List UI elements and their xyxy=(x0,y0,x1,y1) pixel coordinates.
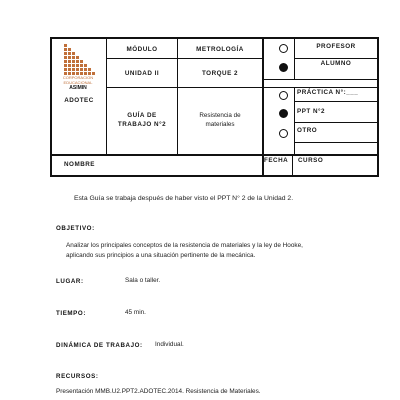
objetivo-label: OBJETIVO: xyxy=(56,225,95,232)
modulo-label: MÓDULO xyxy=(126,46,158,53)
recursos-label: RECURSOS: xyxy=(56,373,99,380)
logo-line2: EDUCACIONAL xyxy=(63,80,93,85)
institution-name: ADOTEC xyxy=(64,97,94,104)
practica-radio[interactable] xyxy=(279,91,288,100)
lugar-value: Sala o taller. xyxy=(125,277,161,284)
logo-mark-icon xyxy=(56,42,102,78)
objetivo-line2: aplicando sus principios a una situación pertinente de la mecánica. xyxy=(66,252,256,259)
dinamica-value: Individual. xyxy=(155,341,184,348)
otro-label: OTRO xyxy=(297,127,318,134)
tiempo-label: TIEMPO: xyxy=(56,310,86,317)
guia-label: GUÍA DE TRABAJO N°2 xyxy=(117,112,167,128)
tema-label: Resistencia de materiales xyxy=(199,112,241,128)
objetivo-line1: Analizar los principales conceptos de la resistencia de materiales y la ley de Hooke, xyxy=(66,242,303,249)
logo xyxy=(56,42,102,92)
ppt-radio[interactable] xyxy=(279,109,288,118)
logo-line3: ASIMIN xyxy=(69,85,87,91)
torque-label: TORQUE 2 xyxy=(201,70,239,77)
dinamica-label: DINÁMICA DE TRABAJO: xyxy=(56,342,143,349)
recursos-value: Presentación MMB.U2.PPT2.ADOTEC.2014. Resistencia de Materiales. xyxy=(56,388,261,395)
profesor-radio[interactable] xyxy=(279,44,288,53)
otro-radio[interactable] xyxy=(279,129,288,138)
fecha-label: FECHA xyxy=(264,157,289,164)
intro-text: Esta Guía se trabaja después de haber visto el PPT N° 2 de la Unidad 2. xyxy=(74,195,294,202)
lugar-label: LUGAR: xyxy=(56,278,84,285)
profesor-label: PROFESOR xyxy=(316,43,356,50)
logo-line1: CORPORACION xyxy=(62,75,94,80)
alumno-radio[interactable] xyxy=(279,63,288,72)
practica-label: PRÁCTICA N°:___ xyxy=(297,89,359,96)
nombre-label: NOMBRE xyxy=(64,161,95,168)
tiempo-value: 45 min. xyxy=(125,309,146,316)
alumno-label: ALUMNO xyxy=(320,60,352,67)
ppt-label: PPT N°2 xyxy=(297,108,326,115)
curso-label: CURSO xyxy=(298,157,324,164)
metrologia-label: METROLOGÍA xyxy=(196,46,244,53)
unidad-label: UNIDAD II xyxy=(124,70,160,77)
